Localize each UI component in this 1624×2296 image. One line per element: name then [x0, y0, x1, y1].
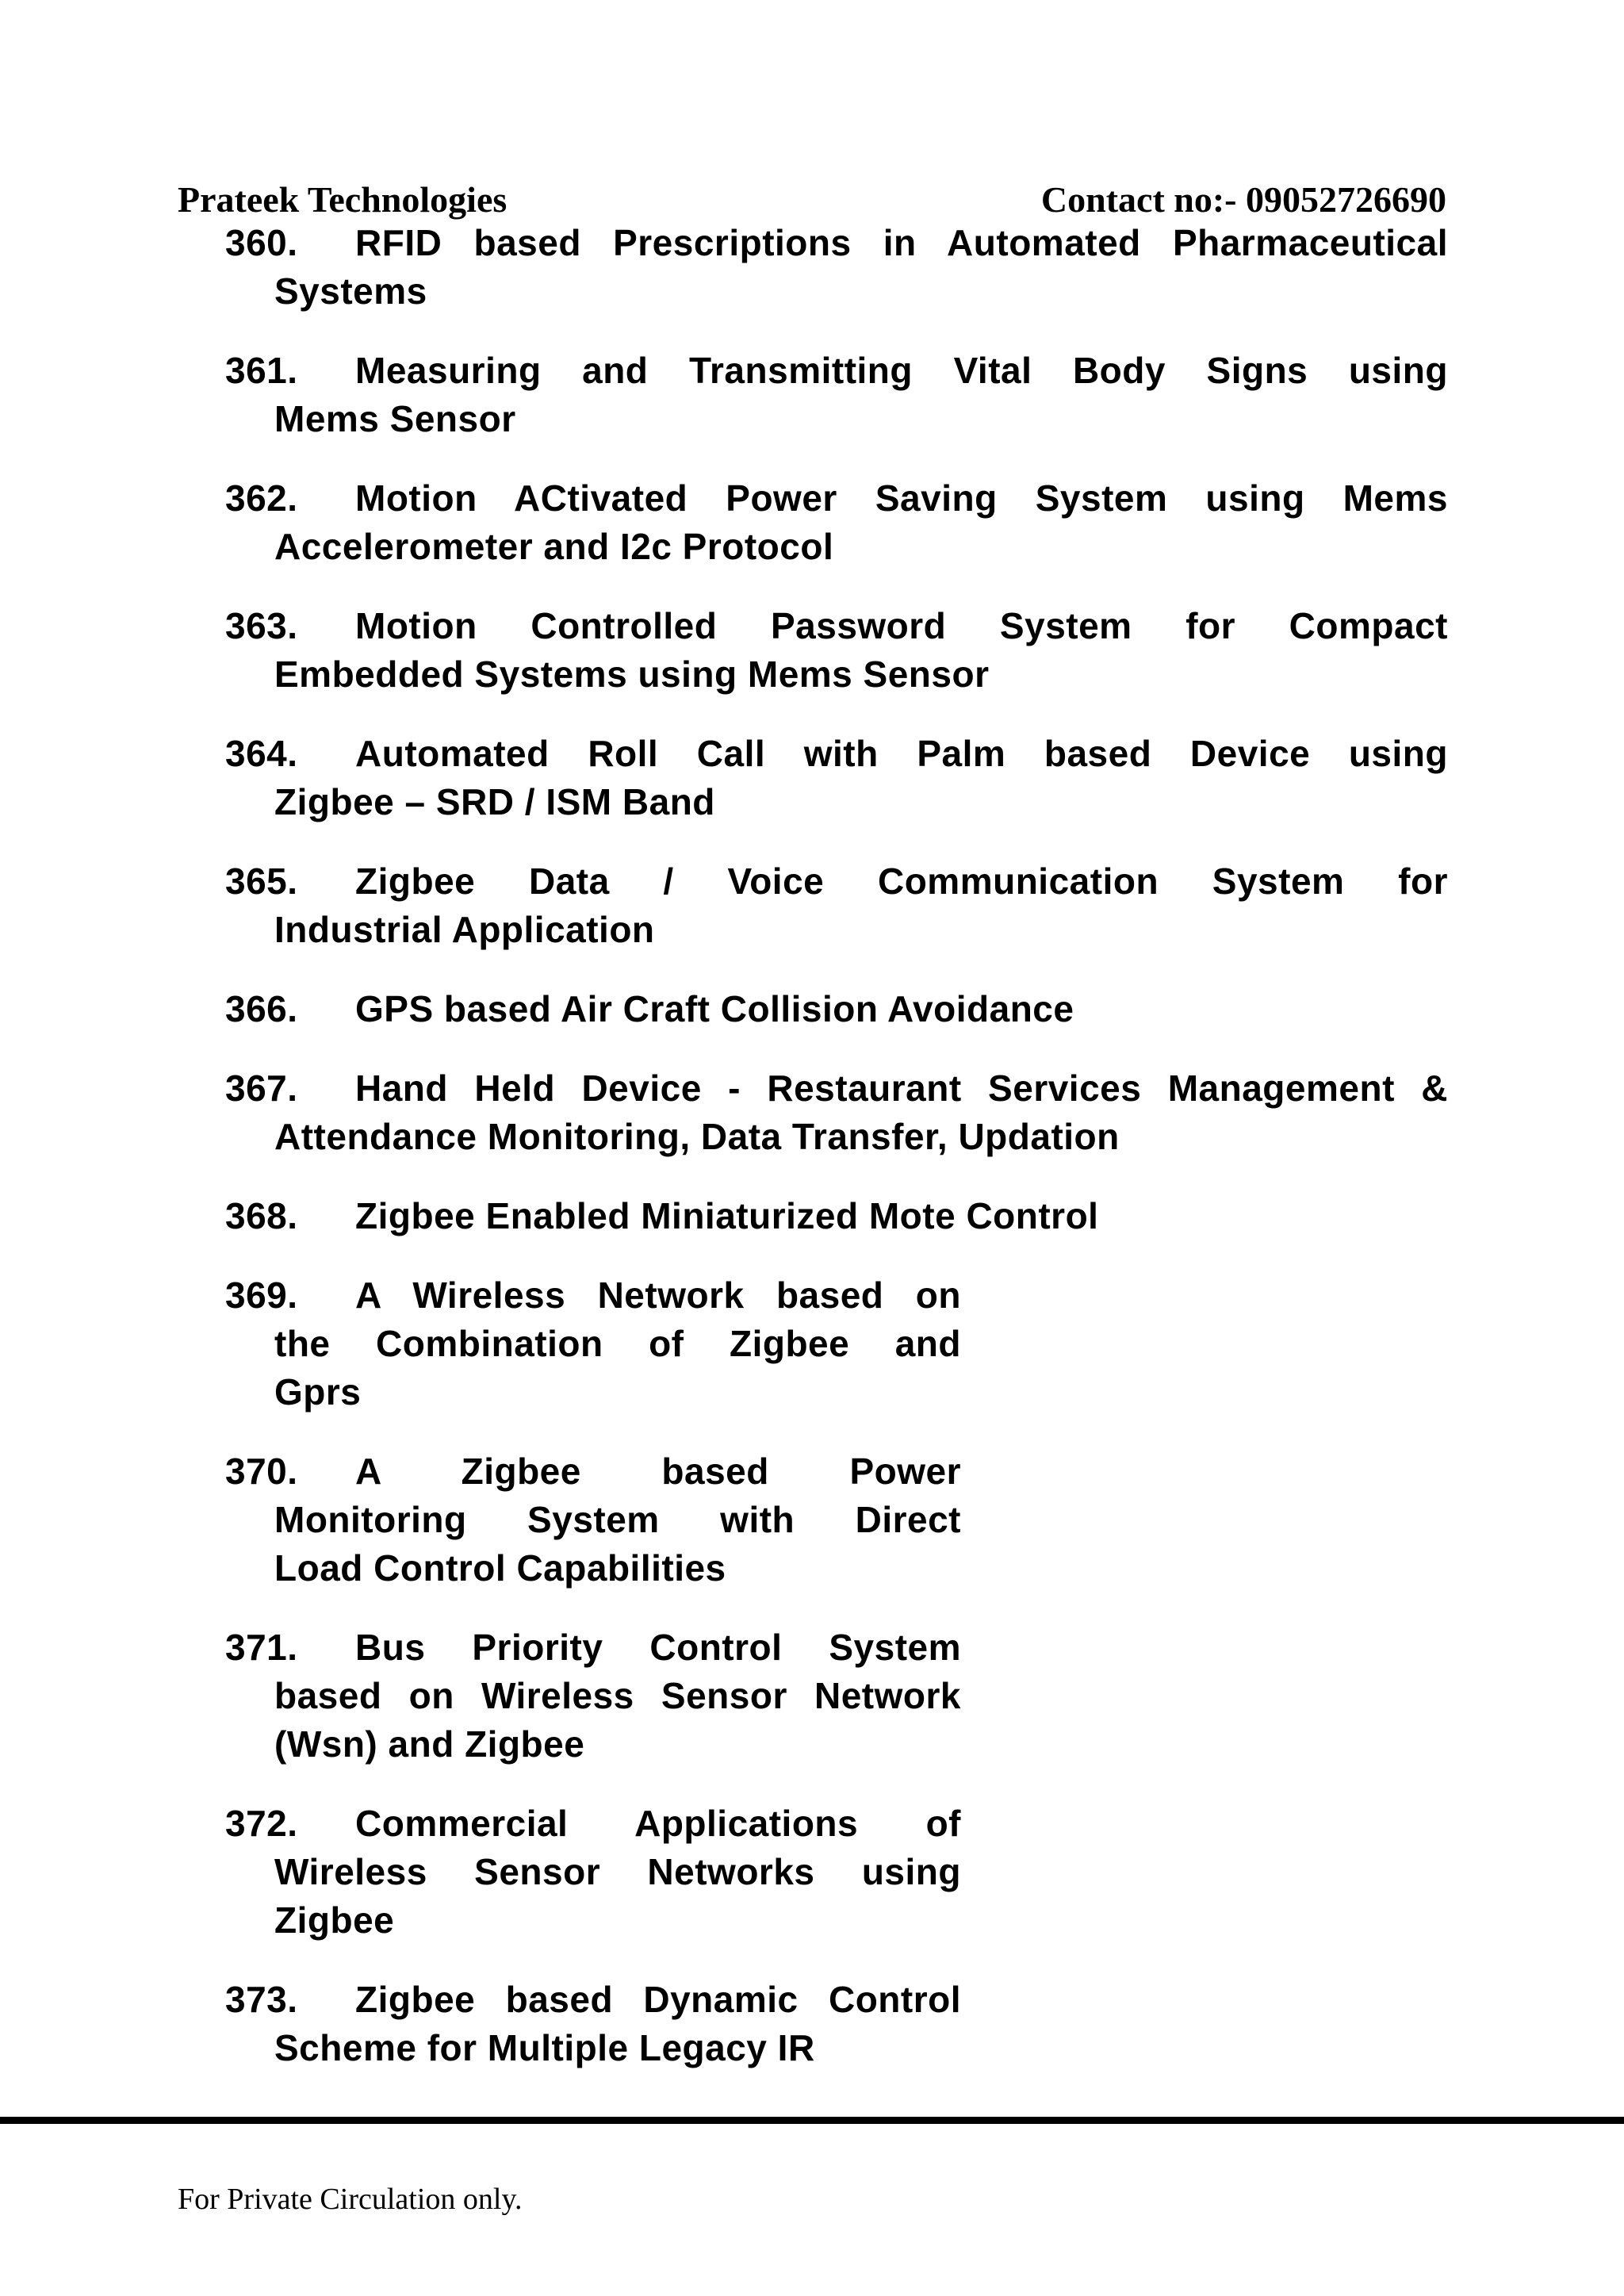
item-title-line: Hand Held Device - Restaurant Services Management &	[355, 1068, 1448, 1109]
item-title-line: Attendance Monitoring, Data Transfer, Updation	[274, 1116, 1120, 1157]
item-number: 364.	[225, 733, 298, 774]
item-number: 367.	[225, 1068, 298, 1109]
list-item	[225, 857, 1448, 954]
item-title-line: Motion ACtivated Power Saving System using Mems	[355, 477, 1448, 519]
list-item	[225, 474, 1448, 571]
contact-number: Contact no:- 09052726690	[1040, 179, 1446, 220]
list-item	[225, 347, 1448, 443]
item-title-line: Zigbee based Dynamic Control	[355, 1979, 961, 2020]
item-title-line: Wireless Sensor Networks using	[274, 1851, 961, 1892]
item-title-line: Scheme for Multiple Legacy IR	[274, 2027, 815, 2068]
item-title-line: Commercial Applications of	[355, 1803, 961, 1844]
item-title-line: Systems	[274, 270, 427, 312]
item-title-line: Zigbee Data / Voice Communication System for	[355, 861, 1448, 902]
item-title-line: (Wsn) and Zigbee	[274, 1723, 585, 1765]
list-item	[225, 1800, 961, 1945]
project-list	[225, 219, 1448, 2072]
list-item	[225, 219, 1448, 316]
item-number: 373.	[225, 1979, 298, 2020]
item-title-line: the Combination of Zigbee and	[274, 1323, 961, 1364]
footer-divider	[0, 2117, 1624, 2124]
item-title-line: Zigbee	[274, 1899, 395, 1941]
item-number: 360.	[225, 222, 298, 263]
list-item	[225, 1623, 961, 1769]
item-title-line: A Wireless Network based on	[355, 1274, 961, 1316]
item-number: 365.	[225, 861, 298, 902]
list-item	[225, 1064, 1448, 1161]
item-title-line: Mems Sensor	[274, 398, 516, 439]
page-header	[178, 176, 1446, 224]
item-title-line: Gprs	[274, 1371, 362, 1412]
company-name: Prateek Technologies	[178, 179, 508, 220]
item-number: 368.	[225, 1195, 298, 1236]
list-item	[225, 1447, 961, 1593]
item-number: 366.	[225, 988, 298, 1029]
item-title-line: Monitoring System with Direct	[274, 1499, 961, 1540]
item-number: 371.	[225, 1627, 298, 1668]
item-title-line: Motion Controlled Password System for Compact	[355, 605, 1448, 646]
item-title-line: Zigbee Enabled Miniaturized Mote Control	[355, 1195, 1099, 1236]
item-title-line: A Zigbee based Power	[355, 1451, 961, 1492]
list-item	[225, 730, 1448, 826]
list-item	[225, 602, 1448, 699]
item-title-line: Embedded Systems using Mems Sensor	[274, 654, 990, 695]
item-number: 372.	[225, 1803, 298, 1844]
item-title-line: based on Wireless Sensor Network	[274, 1675, 961, 1716]
item-title-line: Zigbee – SRD / ISM Band	[274, 781, 715, 822]
item-title-line: RFID based Prescriptions in Automated Pharmaceutical	[355, 222, 1448, 263]
list-item	[225, 985, 1448, 1033]
item-title-line: Accelerometer and I2c Protocol	[274, 526, 834, 567]
item-number: 369.	[225, 1274, 298, 1316]
item-title-line: Bus Priority Control System	[355, 1627, 961, 1668]
item-title-line: Load Control Capabilities	[274, 1547, 726, 1589]
item-number: 370.	[225, 1451, 298, 1492]
item-title-line: Automated Roll Call with Palm based Device using	[355, 733, 1448, 774]
item-number: 363.	[225, 605, 298, 646]
item-title-line: Measuring and Transmitting Vital Body Signs using	[355, 350, 1448, 391]
item-title-line: Industrial Application	[274, 909, 655, 950]
item-title-line: GPS based Air Craft Collision Avoidance	[355, 988, 1074, 1029]
list-item	[225, 1976, 961, 2072]
item-number: 361.	[225, 350, 298, 391]
item-number: 362.	[225, 477, 298, 519]
footer-note: For Private Circulation only.	[178, 2183, 523, 2216]
list-item	[225, 1271, 961, 1416]
list-item	[225, 1192, 1448, 1240]
